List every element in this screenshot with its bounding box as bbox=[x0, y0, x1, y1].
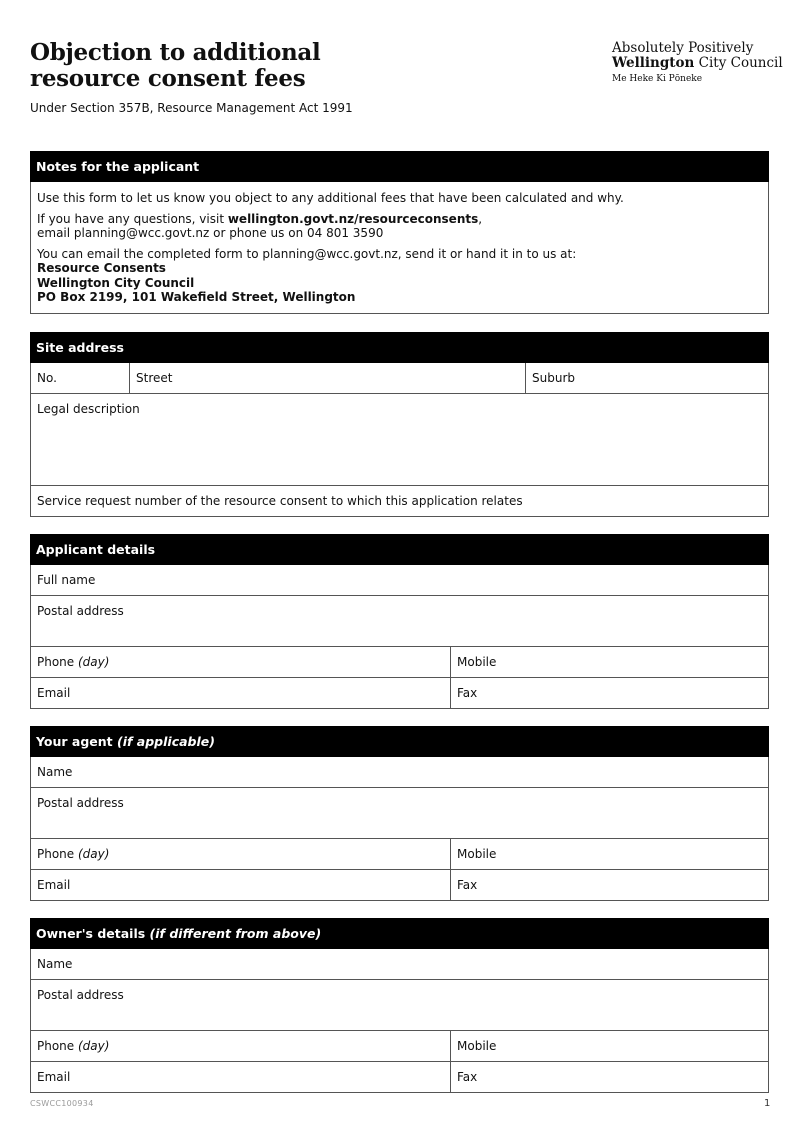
page-subtitle: Under Section 357B, Resource Management Act 1991 bbox=[30, 101, 353, 115]
service-request-field[interactable]: Service request number of the resource consent to which this application relates bbox=[37, 494, 523, 508]
owner-postal-address-field[interactable]: Postal address bbox=[37, 988, 124, 1002]
notes-questions-suffix: , bbox=[478, 211, 483, 226]
owner-section bbox=[30, 918, 769, 1093]
applicant-name-row bbox=[31, 565, 768, 596]
notes-submission bbox=[37, 247, 762, 305]
agent-section bbox=[30, 726, 769, 901]
owner-phone-field[interactable] bbox=[31, 1031, 451, 1061]
notes-intro: Use this form to let us know you object to any additional fees that have been calculated and why. bbox=[37, 191, 624, 205]
notes-submission-text: You can email the completed form to planning@wcc.govt.nz, send it or hand it in to us at: bbox=[37, 246, 577, 261]
applicant-email-row bbox=[31, 678, 768, 709]
agent-postal-address-field[interactable]: Postal address bbox=[37, 796, 124, 810]
owner-phone-label: Phone bbox=[37, 1039, 75, 1053]
agent-email-field[interactable]: Email bbox=[31, 870, 451, 900]
applicant-phone-row bbox=[31, 647, 768, 678]
site-address-grid bbox=[30, 363, 769, 517]
logo-tagline: Me Heke Ki Pōneke bbox=[612, 74, 703, 84]
agent-email-row bbox=[31, 870, 768, 901]
page-title bbox=[30, 40, 320, 92]
owner-name-row bbox=[31, 949, 768, 980]
applicant-grid bbox=[30, 565, 769, 709]
agent-postal-row bbox=[31, 788, 768, 839]
owner-grid bbox=[30, 949, 769, 1093]
agent-phone-note: (day) bbox=[78, 847, 110, 861]
site-address-heading: Site address bbox=[30, 332, 769, 363]
page-number: 1 bbox=[764, 1098, 771, 1109]
notes-questions-prefix: If you have any questions, visit bbox=[37, 211, 228, 226]
owner-fax-field[interactable]: Fax bbox=[457, 1070, 478, 1084]
agent-heading bbox=[30, 726, 769, 757]
resource-consents-link[interactable]: wellington.govt.nz/resourceconsents bbox=[227, 211, 479, 226]
owner-heading-note: (if different from above) bbox=[149, 926, 322, 941]
applicant-fax-field[interactable]: Fax bbox=[457, 686, 478, 700]
notes-section bbox=[30, 151, 769, 314]
agent-mobile-field[interactable]: Mobile bbox=[457, 847, 497, 861]
applicant-section bbox=[30, 534, 769, 709]
logo-line-2 bbox=[612, 56, 783, 71]
council-logo bbox=[612, 41, 783, 84]
logo-wellington: Wellington bbox=[612, 55, 695, 71]
agent-heading-note: (if applicable) bbox=[117, 734, 215, 749]
applicant-phone-field[interactable] bbox=[31, 647, 451, 677]
notes-contact: email planning@wcc.govt.nz or phone us on 04 801 3590 bbox=[37, 226, 384, 240]
site-address-row bbox=[31, 363, 768, 394]
title-line-2: resource consent fees bbox=[30, 65, 306, 92]
owner-mobile-field[interactable]: Mobile bbox=[457, 1039, 497, 1053]
agent-fax-field[interactable]: Fax bbox=[457, 878, 478, 892]
suburb-field[interactable]: Suburb bbox=[532, 371, 575, 385]
applicant-email-field[interactable]: Email bbox=[31, 678, 451, 708]
applicant-full-name-field[interactable]: Full name bbox=[37, 573, 96, 587]
notes-body bbox=[30, 182, 769, 314]
street-field[interactable]: Street bbox=[130, 363, 526, 393]
agent-grid bbox=[30, 757, 769, 901]
owner-name-field[interactable]: Name bbox=[37, 957, 73, 971]
form-code: CSWCC100934 bbox=[30, 1099, 94, 1108]
agent-phone-row bbox=[31, 839, 768, 870]
owner-email-row bbox=[31, 1062, 768, 1093]
applicant-mobile-field[interactable]: Mobile bbox=[457, 655, 497, 669]
applicant-postal-address-field[interactable]: Postal address bbox=[37, 604, 124, 618]
notes-questions bbox=[37, 212, 762, 241]
agent-phone-label: Phone bbox=[37, 847, 75, 861]
agent-name-field[interactable]: Name bbox=[37, 765, 73, 779]
service-request-row bbox=[31, 486, 768, 517]
applicant-phone-note: (day) bbox=[78, 655, 110, 669]
street-number-field[interactable]: No. bbox=[31, 363, 130, 393]
owner-phone-row bbox=[31, 1031, 768, 1062]
agent-phone-field[interactable] bbox=[31, 839, 451, 869]
agent-name-row bbox=[31, 757, 768, 788]
owner-heading-text: Owner's details bbox=[36, 926, 146, 941]
owner-phone-note: (day) bbox=[78, 1039, 110, 1053]
owner-email-field[interactable]: Email bbox=[31, 1062, 451, 1092]
address-line-1: Resource Consents bbox=[37, 261, 166, 275]
logo-line-1: Absolutely Positively bbox=[612, 40, 754, 56]
site-address-section bbox=[30, 332, 769, 517]
applicant-phone-label: Phone bbox=[37, 655, 75, 669]
owner-postal-row bbox=[31, 980, 768, 1031]
agent-heading-text: Your agent bbox=[36, 734, 113, 749]
address-line-3: PO Box 2199, 101 Wakefield Street, Wellington bbox=[37, 290, 356, 304]
logo-city-council: City Council bbox=[694, 55, 783, 71]
address-line-2: Wellington City Council bbox=[37, 275, 195, 290]
applicant-postal-row bbox=[31, 596, 768, 647]
legal-description-field[interactable]: Legal description bbox=[37, 402, 140, 416]
notes-heading: Notes for the applicant bbox=[30, 151, 769, 182]
owner-heading bbox=[30, 918, 769, 949]
title-line-1: Objection to additional bbox=[30, 39, 321, 66]
applicant-heading: Applicant details bbox=[30, 534, 769, 565]
legal-description-row bbox=[31, 394, 768, 486]
